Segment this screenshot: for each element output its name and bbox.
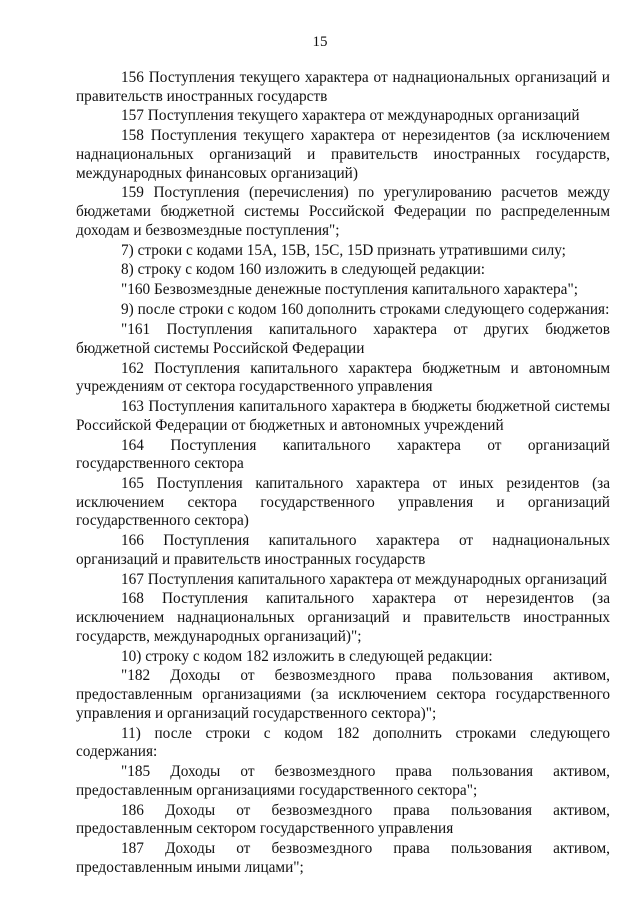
paragraph-156: 156 Поступления текущего характера от наднациональных организаций и правительств иностранных государств xyxy=(76,69,610,105)
paragraph-159: 159 Поступления (перечисления) по урегулированию расчетов между бюджетами бюджетной системы Российской Федерации по распределенным доходам и безвозмездные поступления"; xyxy=(76,184,610,239)
document-body xyxy=(76,69,610,878)
paragraph-182: "182 Доходы от безвозмездного права пользования активом, предоставленным организациями (за исключением сектора государственного управления и организаций государственного сектора)"; xyxy=(76,667,610,722)
paragraph-item-10: 10) строку с кодом 182 изложить в следующей редакции: xyxy=(121,647,493,665)
paragraph-185: "185 Доходы от безвозмездного права пользования активом, предоставленным организациями государственного сектора"; xyxy=(76,763,610,799)
paragraph-157: 157 Поступления текущего характера от международных организаций xyxy=(121,107,580,125)
paragraph-167: 167 Поступления капитального характера от международных организаций xyxy=(121,570,608,588)
paragraph-165: 165 Поступления капитального характера от иных резидентов (за исключением сектора государственного управления и организаций государственного сектора) xyxy=(76,475,610,530)
paragraph-item-8: 8) строку с кодом 160 изложить в следующей редакции: xyxy=(121,261,486,279)
paragraph-166: 166 Поступления капитального характера от наднациональных организаций и правительств иностранных государств xyxy=(76,532,610,568)
paragraph-160: "160 Безвозмездные денежные поступления капитального характера"; xyxy=(121,281,578,299)
paragraph-186: 186 Доходы от безвозмездного права пользования активом, предоставленным сектором государственного управления xyxy=(76,801,610,838)
paragraph-162: 162 Поступления капитального характера бюджетным и автономным учреждениям от сектора государственного управления xyxy=(76,359,610,396)
paragraph-item-7: 7) строки с кодами 15А, 15В, 15С, 15D признать утратившими силу; xyxy=(121,241,566,259)
paragraph-161: "161 Поступления капитального характера от других бюджетов бюджетной системы Российской Федерации xyxy=(76,321,610,357)
page-number: 15 xyxy=(312,34,328,50)
paragraph-163: 163 Поступления капитального характера в бюджеты бюджетной системы Российской Федерации от бюджетных и автономных учреждений xyxy=(76,398,610,434)
paragraph-158: 158 Поступления текущего характера от нерезидентов (за исключением наднациональных организаций и правительств иностранных государств, международных финансовых организаций) xyxy=(76,127,610,182)
paragraph-item-11: 11) после строки с кодом 182 дополнить строками следующего содержания: xyxy=(76,724,610,761)
paragraph-187: 187 Доходы от безвозмездного права пользования активом, предоставленным иными лицами"; xyxy=(76,839,610,876)
paragraph-item-9: 9) после строки с кодом 160 дополнить строками следующего содержания: xyxy=(121,301,610,319)
paragraph-168: 168 Поступления капитального характера от нерезидентов (за исключением наднациональных организаций и правительств иностранных государств, международных организаций)"; xyxy=(76,590,610,645)
paragraph-164: 164 Поступления капитального характера от организаций государственного сектора xyxy=(76,436,610,473)
